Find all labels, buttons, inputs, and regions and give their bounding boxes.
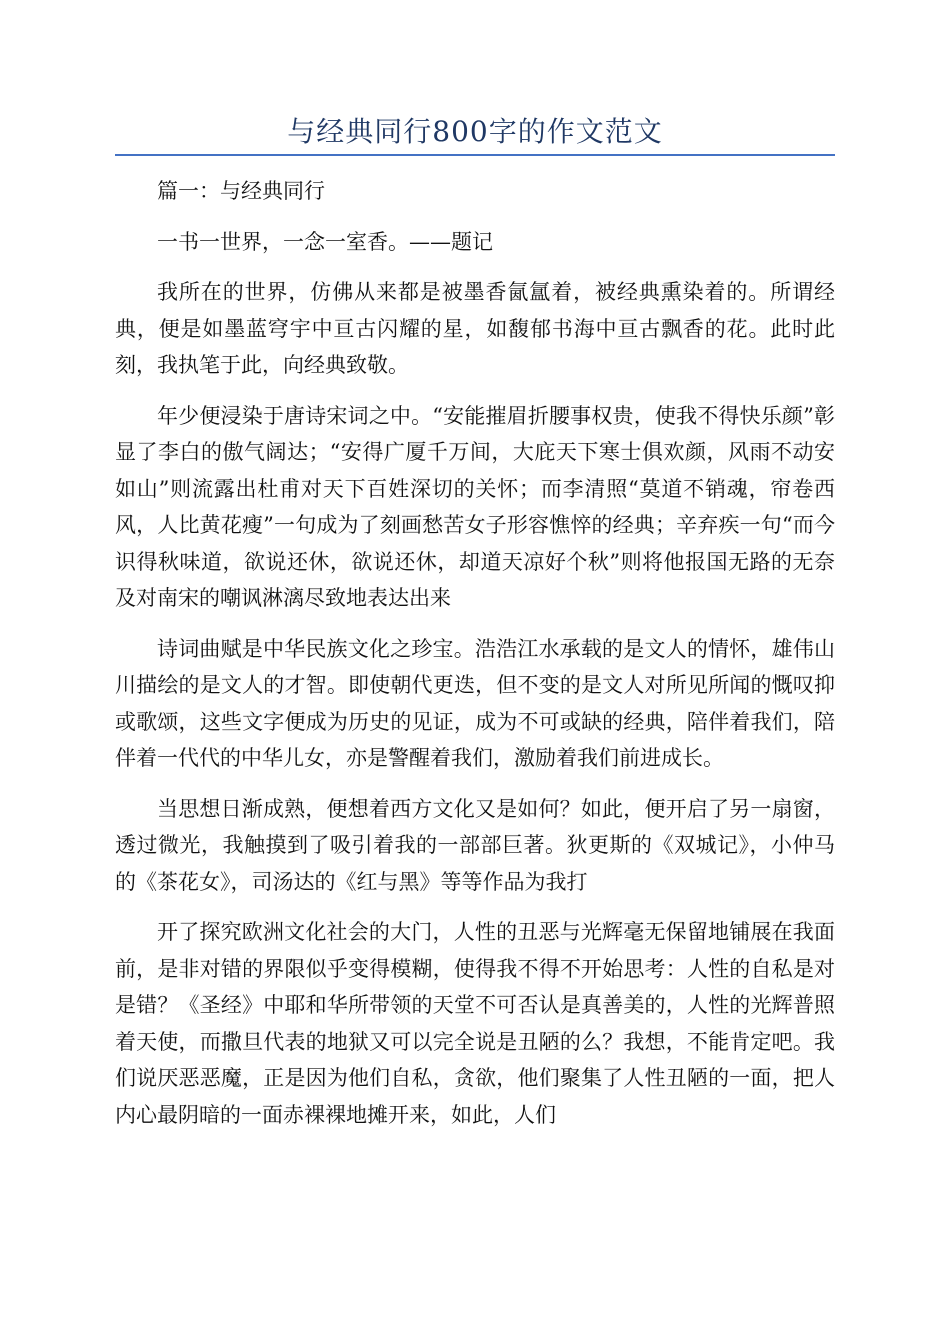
title-underline: [115, 154, 835, 156]
paragraph: 年少便浸染于唐诗宋词之中。“安能摧眉折腰事权贵，使我不得快乐颜”彰显了李白的傲气阔达；“安得广厦千万间，大庇天下寒士俱欢颜，风雨不动安如山”则流露出杜甫对天下百姓深切的关怀；而李清照“莫道不销魂，帘卷西风，人比黄花瘦”一句成为了刻画愁苦女子形容憔悴的经典；辛弃疾一句“而今识得秋味道，欲说还休，欲说还休，却道天凉好个秋”则将他报国无路的无奈及对南宋的嘲讽淋漓尽致地表达出来: [115, 403, 835, 610]
paragraph: 当思想日渐成熟，便想着西方文化又是如何？如此，便开启了另一扇窗，透过微光，我触摸到了吸引着我的一部部巨著。狄更斯的《双城记》，小仲马的《茶花女》，司汤达的《红与黑》等等作品为我打: [115, 796, 835, 894]
paragraph-heading: 篇一：与经典同行: [157, 179, 325, 203]
document-title: 与经典同行800字的作文范文: [287, 115, 663, 148]
paragraph-epigraph: 一书一世界，一念一室香。——题记: [157, 229, 493, 254]
paragraph: 我所在的世界，仿佛从来都是被墨香氤氲着，被经典熏染着的。所谓经典，便是如墨蓝穹宇中亘古闪耀的星，如馥郁书海中亘古飘香的花。此时此刻，我执笔于此，向经典致敬。: [115, 280, 835, 377]
paragraph: 诗词曲赋是中华民族文化之珍宝。浩浩江水承载的是文人的情怀，雄伟山川描绘的是文人的才智。即使朝代更迭，但不变的是文人对所见所闻的慨叹抑或歌颂，这些文字便成为历史的见证，成为不可或缺的经典，陪伴着我们，陪伴着一代代的中华儿女，亦是警醒着我们，激励着我们前进成长。: [115, 636, 835, 770]
document-body: [115, 173, 835, 1147]
paragraph: 开了探究欧洲文化社会的大门，人性的丑恶与光辉毫无保留地铺展在我面前，是非对错的界限似乎变得模糊，使得我不得不开始思考：人性的自私是对是错？《圣经》中耶和华所带领的天堂不可否认是真善美的，人性的光辉普照着天使，而撒旦代表的地狱又可以完全说是丑陋的么？我想，不能肯定吧。我们说厌恶恶魔，正是因为他们自私，贪欲，他们聚集了人性丑陋的一面，把人内心最阴暗的一面赤裸裸地摊开来，如此，人们: [115, 920, 835, 1127]
